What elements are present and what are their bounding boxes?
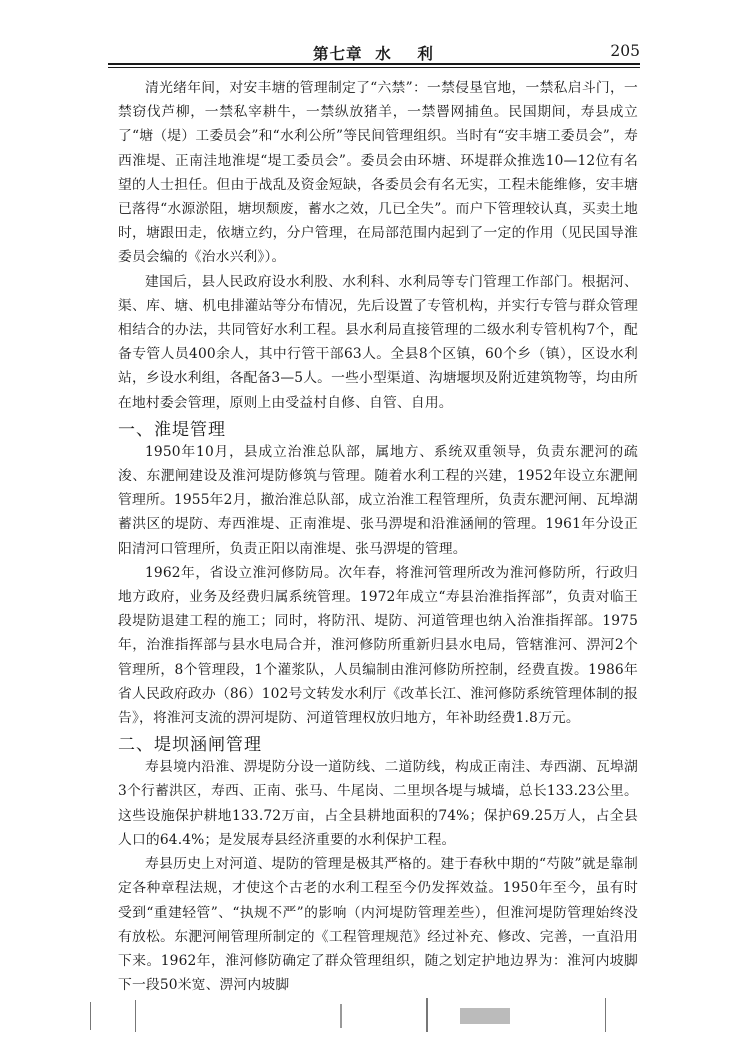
scan-mark xyxy=(605,998,606,1032)
paragraph: 寿县境内沿淮、淠堤防分设一道防线、二道防线，构成正南洼、寿西湖、瓦埠湖3个行蓄洪区，寿西、正南、张马、牛尾岗、二里坝各堤与城墙，总长133.23公里。这些设施保护耕地133.72万亩，占全县耕地面积的74%；保护69.25万人，占全县人口的64.4%；是发展寿县经济重要的水利保护工程。 xyxy=(118,759,638,848)
paragraph: 1962年，省设立淮河修防局。次年春，将淮河管理所改为淮河修防所，行政归地方政府，业务及经费归属系统管理。1972年成立“寿县治淮指挥部”，负责对临王段堤防退建工程的施工；同时，将防汛、堤防、河道管理也纳入治淮指挥部。1975年，治淮指挥部与县水电局合并，淮河修防所重新归县水电局，管辖淮河、淠河2个管理所，8个管理段，1个灌浆队，人员编制由淮河修防所控制，经费直拨。1986年省人民政府政办（86）102号文转发水利厅《改革长江、淮河修防系统管理体制的报告》，将淮河支流的淠河堤防、河道管理权放归地方，年补助经费1.8万元。 xyxy=(118,564,638,727)
scan-mark xyxy=(426,998,428,1032)
page-header xyxy=(108,36,640,68)
paragraph: 清光绪年间，对安丰塘的管理制定了“六禁”：一禁侵垦官地，一禁私启斗门，一禁窃伐芦柳，一禁私宰耕牛，一禁纵放猪羊，一禁罾网捕鱼。民国期间，寿县成立了“塘（堤）工委员会”和“水利公所”等民间管理组织。当时有“安丰塘工委员会”，寿西淮堤、正南洼地淮堤“堤工委员会”。委员会由环塘、环堤群众推选10—12位有名望的人士担任。但由于战乱及资金短缺，各委员会有名无实，工程未能维修，安丰塘已落得“水源淤阻，塘坝颓废，蓄水之效，几已全失”。而户下管理较认真，买卖土地时，塘跟田走，依塘立约，分户管理，在局部范围内起到了一定的作用（见民国导淮委员会编的《治水兴利》）。 xyxy=(118,80,638,266)
header-rule xyxy=(108,63,640,68)
paragraph: 1950年10月，县成立治淮总队部，属地方、系统双重领导，负责东淝河的疏浚、东淝闸建设及淮河堤防修筑与管理。随着水利工程的兴建，1952年设立东淝闸管理所。1955年2月，撤治淮总队部，成立治淮工程管理所，负责东淝河闸、瓦埠湖蓄洪区的堤防、寿西淮堤、正南淮堤、张马淠堤和沿淮涵闸的管理。1961年分设正阳清河口管理所，负责正阳以南淮堤、张马淠堤的管理。 xyxy=(118,443,638,557)
section-heading-huaidi: 一、淮堤管理 xyxy=(118,419,226,440)
page-number: 205 xyxy=(610,42,640,60)
page-body xyxy=(118,76,638,997)
paragraph: 建国后，县人民政府设水利股、水利科、水利局等专门管理工作部门。根据河、渠、库、塘、机电排灌站等分布情况，先后设置了专管机构，并实行专管与群众管理相结合的办法，共同管好水利工程。县水利局直接管理的二级水利专管机构7个，配备专管人员400余人，其中行管干部63人。全县8个区镇，60个乡（镇），区设水利站，乡设水利组，各配备3—5人。一些小型渠道、沟塘堰坝及附近建筑物等，均由所在地村委会管理，原则上由受益村自修、自管、自用。 xyxy=(118,273,638,411)
scan-artifacts xyxy=(90,998,650,1034)
chapter-title: 第七章 水 利 xyxy=(313,45,434,63)
scan-mark xyxy=(135,1000,136,1032)
paragraph: 寿县历史上对河道、堤防的管理是极其严格的。建于春秋中期的“芍陂”就是靠制定各种章程法规，才使这个古老的水利工程至今仍发挥效益。1950年至今，虽有时受到“重建轻管”、“执规不严”的影响（内河堤防管理差些），但淮河堤防管理始终没有放松。东淝河闸管理所制定的《工程管理规范》经过补充、修改、完善，一直沿用下来。1962年，淮河修防确定了群众管理组织，随之划定护地边界为：淮河内坡脚下一段50米宽、淠河内坡脚 xyxy=(118,856,638,994)
scan-mark xyxy=(460,1008,510,1024)
scan-mark xyxy=(90,1002,91,1030)
section-heading-dibahanzha: 二、堤坝涵闸管理 xyxy=(118,735,262,756)
scan-mark xyxy=(340,1004,342,1028)
